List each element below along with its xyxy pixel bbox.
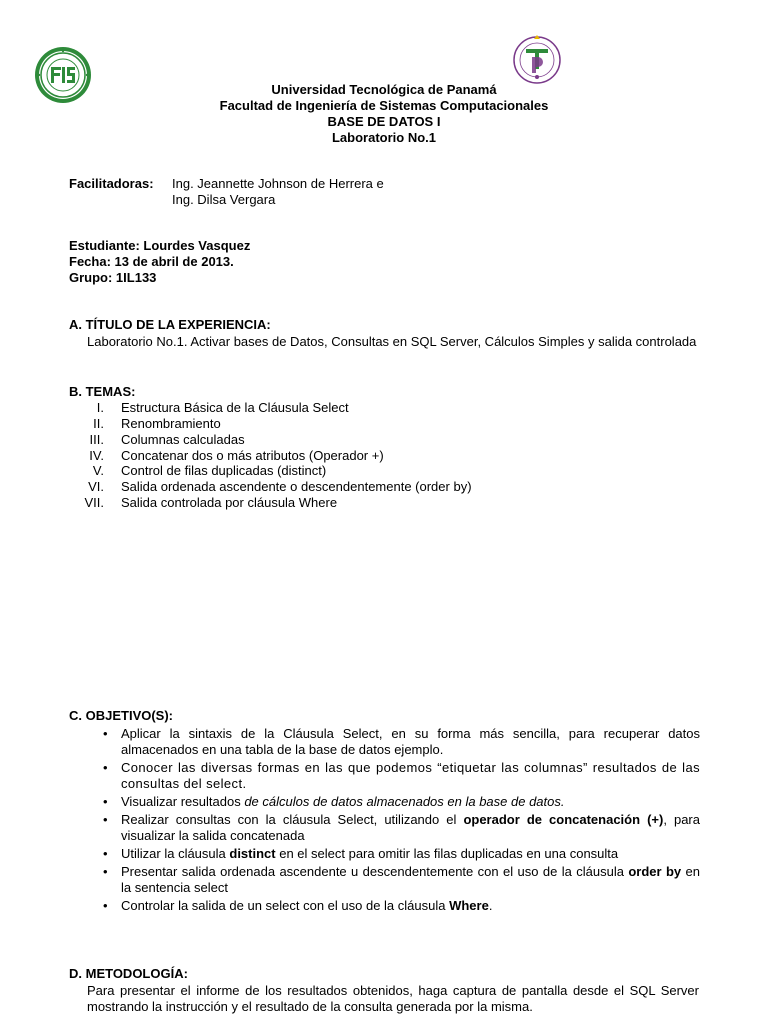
list-item: • Visualizar resultados de cálculos de datos almacenados en la base de datos.	[103, 794, 565, 809]
list-item: • Controlar la salida de un select con el uso de la cláusula Where.	[103, 898, 493, 913]
utp-logo	[512, 33, 562, 85]
bullet-icon: •	[103, 726, 108, 741]
list-item: • Utilizar la cláusula distinct en el select para omitir las filas duplicadas en una consulta	[103, 846, 619, 861]
student-name: Estudiante: Lourdes Vasquez	[69, 238, 251, 253]
bullet-icon: •	[103, 794, 108, 809]
section-c-title: C. OBJETIVO(S):	[69, 708, 174, 723]
document-header	[0, 82, 768, 146]
list-item: • Conocer las diversas formas en las que podemos “etiquetar las columnas” resultados de las consultas del select.	[103, 760, 700, 791]
bullet-icon: •	[103, 760, 108, 775]
section-a-title: A. TÍTULO DE LA EXPERIENCIA:	[69, 317, 271, 332]
bullet-icon: •	[103, 812, 108, 827]
bullet-icon: •	[103, 898, 108, 913]
section-a-text: Laboratorio No.1. Activar bases de Datos, Consultas en SQL Server, Cálculos Simples y salida controlada	[87, 334, 697, 349]
group: Grupo: 1IL133	[69, 270, 157, 285]
section-b-title: B. TEMAS:	[69, 384, 136, 399]
section-d-title: D. METODOLOGÍA:	[69, 966, 188, 981]
section-d-text: Para presentar el informe de los resultados obtenidos, haga captura de pantalla desde el SQL Server mostrando la instrucción y el resultado de la consulta generada por la misma.	[87, 983, 699, 1014]
facilitators-label: Facilitadoras:	[69, 176, 154, 191]
objetivos-list	[100, 726, 700, 916]
university-name: Universidad Tecnológica de Panamá	[271, 82, 497, 97]
facilitator-2: Ing. Dilsa Vergara	[172, 192, 276, 207]
bullet-icon: •	[103, 846, 108, 861]
lab-name: Laboratorio No.1	[331, 130, 436, 145]
list-item: • Realizar consultas con la cláusula Select, utilizando el operador de concatenación (+), para visualizar la salida concatenada	[103, 812, 700, 843]
bullet-icon: •	[103, 864, 108, 879]
course-name: BASE DE DATOS I	[327, 114, 441, 129]
list-item: • Presentar salida ordenada ascendente u descendentemente con el uso de la cláusula order by en la sentencia select	[103, 864, 700, 895]
list-item: • Aplicar la sintaxis de la Cláusula Select, en su forma más sencilla, para recuperar datos almacenados en una tabla de la base de datos ejemplo.	[103, 726, 700, 757]
date: Fecha: 13 de abril de 2013.	[69, 254, 234, 269]
faculty-name: Facultad de Ingeniería de Sistemas Computacionales	[219, 98, 549, 113]
facilitator-1: Ing. Jeannette Johnson de Herrera e	[172, 176, 384, 191]
